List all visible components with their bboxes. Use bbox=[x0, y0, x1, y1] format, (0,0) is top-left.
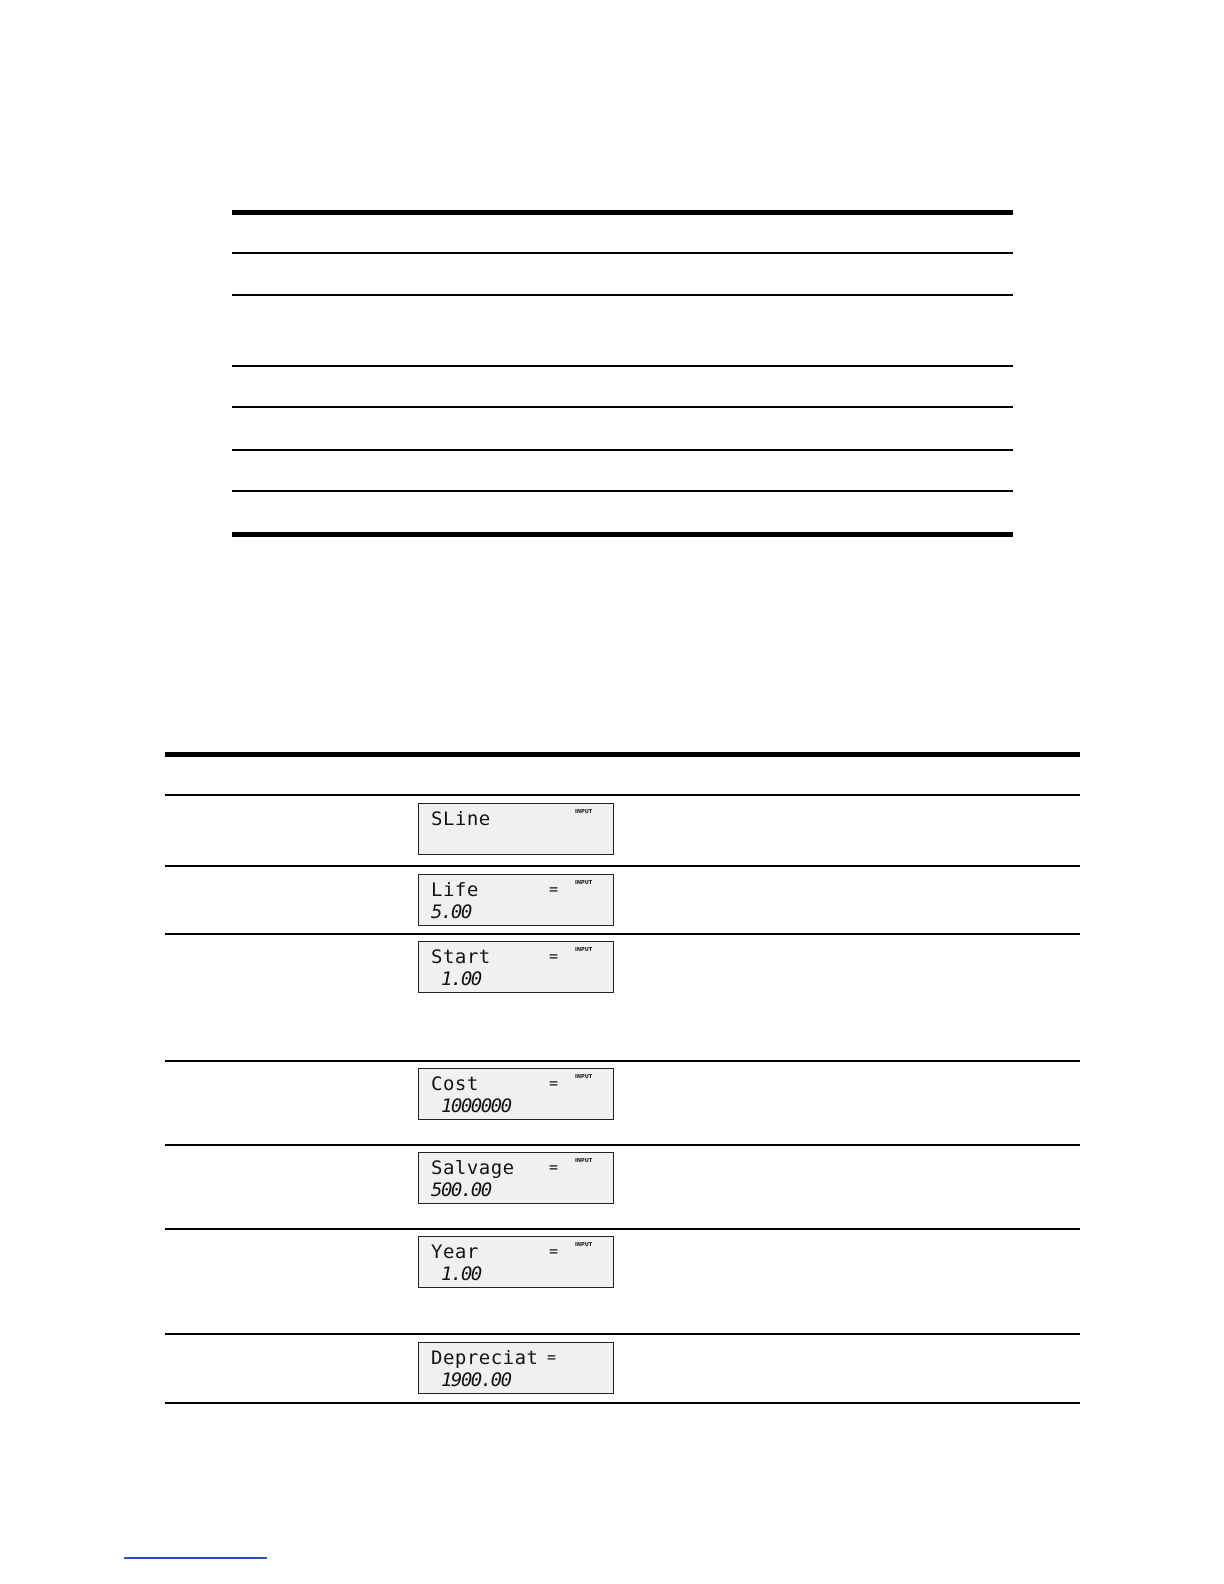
display-line1: Depreciat bbox=[431, 1347, 539, 1369]
table-row-divider bbox=[165, 865, 1080, 867]
display-line2: 500.00 bbox=[431, 1179, 491, 1201]
display-line2: 1.00 bbox=[431, 968, 481, 990]
display-line1: Start bbox=[431, 946, 491, 968]
table-row-divider bbox=[232, 449, 1013, 451]
display-equals: = bbox=[549, 880, 559, 898]
display-equals: = bbox=[547, 1348, 557, 1366]
example-table bbox=[165, 752, 1080, 1407]
display-equals: = bbox=[549, 947, 559, 965]
table-header-rule bbox=[165, 794, 1080, 796]
table-row-divider bbox=[232, 490, 1013, 492]
reference-table bbox=[232, 210, 1013, 540]
calculator-display bbox=[418, 941, 614, 993]
display-line2: 1000000 bbox=[431, 1095, 511, 1117]
calculator-display bbox=[418, 874, 614, 926]
calculator-display bbox=[418, 1068, 614, 1120]
display-line1: Life bbox=[431, 879, 479, 901]
input-annunciator: INPUT bbox=[575, 1242, 593, 1248]
calculator-display bbox=[418, 1236, 614, 1288]
calculator-display bbox=[418, 1152, 614, 1204]
input-annunciator: INPUT bbox=[575, 947, 593, 953]
table-row-divider bbox=[232, 294, 1013, 296]
display-line1: Salvage bbox=[431, 1157, 515, 1179]
display-line1: SLine bbox=[431, 808, 491, 830]
display-line2: 1.00 bbox=[431, 1263, 481, 1285]
table-header-rule bbox=[232, 252, 1013, 254]
display-line1: Cost bbox=[431, 1073, 479, 1095]
table-row-divider bbox=[165, 1144, 1080, 1146]
table-top-rule bbox=[232, 210, 1013, 215]
table-bottom-rule bbox=[165, 1402, 1080, 1404]
input-annunciator: INPUT bbox=[575, 1158, 593, 1164]
table-row-divider bbox=[165, 1060, 1080, 1062]
table-bottom-rule bbox=[232, 532, 1013, 537]
table-row-divider bbox=[165, 1333, 1080, 1335]
input-annunciator: INPUT bbox=[575, 880, 593, 886]
table-row-divider bbox=[232, 365, 1013, 367]
table-top-rule bbox=[165, 752, 1080, 757]
display-equals: = bbox=[549, 1074, 559, 1092]
table-row-divider bbox=[165, 933, 1080, 935]
calculator-display bbox=[418, 1342, 614, 1394]
input-annunciator: INPUT bbox=[575, 809, 593, 815]
display-line2: 1900.00 bbox=[431, 1369, 511, 1391]
display-equals: = bbox=[549, 1242, 559, 1260]
display-line2: 5.00 bbox=[431, 901, 471, 923]
table-row-divider bbox=[165, 1228, 1080, 1230]
display-line1: Year bbox=[431, 1241, 479, 1263]
footnote-link-underline[interactable] bbox=[124, 1557, 267, 1559]
display-equals: = bbox=[549, 1158, 559, 1176]
table-row-divider bbox=[232, 406, 1013, 408]
calculator-display bbox=[418, 803, 614, 855]
input-annunciator: INPUT bbox=[575, 1074, 593, 1080]
